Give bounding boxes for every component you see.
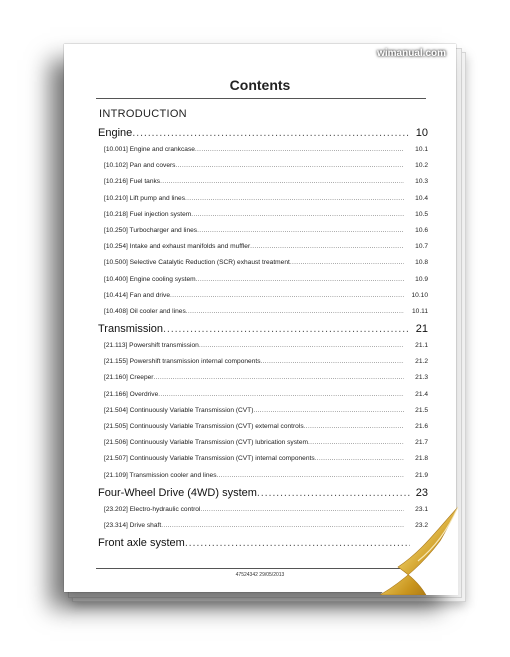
toc-section-label: Engine xyxy=(98,127,133,139)
toc-entry-label: [21.160] Creeper xyxy=(104,374,154,382)
leader-dots xyxy=(290,255,404,271)
toc-entry-label: [10.500] Selective Catalytic Reduction (SCR) exhaust treatment xyxy=(104,259,290,267)
toc-entry[interactable] xyxy=(98,419,428,435)
leader-dots xyxy=(250,239,404,255)
toc-entry[interactable] xyxy=(98,338,428,354)
toc-entry[interactable] xyxy=(98,142,428,158)
toc-entry-label: [10.001] Engine and crankcase xyxy=(104,146,195,153)
leader-dots xyxy=(185,191,404,207)
toc-section-engine[interactable] xyxy=(98,124,428,142)
toc-entry[interactable] xyxy=(98,207,428,223)
leader-dots xyxy=(158,387,404,403)
leader-dots xyxy=(154,370,405,386)
toc-entry-page: 23.1 xyxy=(415,505,428,513)
toc-entry-page: 10.4 xyxy=(415,194,428,202)
toc-entry-label: [23.202] Electro-hydraulic control xyxy=(104,505,201,513)
toc-entry-label: [21.155] Powershift transmission internal components xyxy=(104,358,261,366)
toc-entry-label: [10.210] Lift pump and lines xyxy=(104,194,186,202)
toc-entry-page: 21.2 xyxy=(415,358,428,366)
toc-section-page: 10 xyxy=(415,127,428,139)
intro-heading: INTRODUCTION xyxy=(99,108,187,120)
toc-section-transmission[interactable] xyxy=(98,320,428,338)
leader-dots xyxy=(308,435,404,451)
toc-entry-page: 21.9 xyxy=(415,471,428,479)
leader-dots xyxy=(261,354,405,370)
toc-entry[interactable] xyxy=(98,223,428,239)
toc-entry-page: 21.5 xyxy=(415,406,428,414)
leader-dots xyxy=(191,207,404,223)
toc-entry-page: 10.8 xyxy=(415,259,428,267)
leader-dots xyxy=(132,124,410,142)
toc-entry-page: 10.10 xyxy=(411,291,428,299)
toc-entry[interactable] xyxy=(98,158,428,174)
leader-dots xyxy=(160,174,404,190)
page-footer: 47524342 29/05/2013 xyxy=(235,572,285,578)
toc-entry-label: [21.506] Continuously Variable Transmission (CVT) lubrication system xyxy=(104,439,309,447)
toc-entry[interactable] xyxy=(98,387,428,403)
toc-entry[interactable] xyxy=(98,191,428,207)
toc-entry[interactable] xyxy=(98,239,428,255)
toc-entry-page: 10.2 xyxy=(415,162,428,170)
toc-entry[interactable] xyxy=(98,174,428,190)
toc-entry-label: [10.414] Fan and drive xyxy=(104,291,170,299)
watermark: wimanual.com xyxy=(377,48,446,59)
toc-entry[interactable] xyxy=(98,272,428,288)
toc-entry-label: [10.250] Turbocharger and lines xyxy=(104,226,198,234)
title-divider xyxy=(96,98,426,99)
toc-entry[interactable] xyxy=(98,255,428,271)
toc-entry-label: [21.504] Continuously Variable Transmission (CVT) xyxy=(104,406,254,414)
toc-entry-page: 10.9 xyxy=(415,275,428,283)
toc-section-page: 23 xyxy=(415,486,428,499)
page-title: Contents xyxy=(229,77,291,93)
toc-entry[interactable] xyxy=(98,468,428,484)
toc-entry-label: [21.505] Continuously Variable Transmission (CVT) external controls xyxy=(104,423,304,430)
leader-dots xyxy=(196,272,404,288)
toc-entry-label: [10.216] Fuel tanks xyxy=(104,178,161,186)
toc-entry-page: 10.6 xyxy=(415,226,428,234)
toc-entry-label: [10.400] Engine cooling system xyxy=(104,275,196,283)
toc-entry-page: 10.1 xyxy=(415,146,428,153)
toc-entry-page: 10.11 xyxy=(411,307,428,315)
leader-dots xyxy=(170,288,404,304)
toc-entry-page: 21.7 xyxy=(415,439,428,447)
toc-entry-page: 21.8 xyxy=(415,455,428,463)
toc-entry[interactable] xyxy=(98,354,428,370)
leader-dots xyxy=(175,158,404,174)
toc-entry[interactable] xyxy=(98,370,428,386)
toc-section-page: 21 xyxy=(415,323,428,336)
toc-section-label: Front axle system xyxy=(98,537,185,550)
toc-entry[interactable] xyxy=(98,288,428,304)
leader-dots xyxy=(217,468,404,484)
toc-entry-page: 23.2 xyxy=(415,521,428,529)
toc-entry-label: [10.102] Pan and covers xyxy=(104,162,176,170)
leader-dots xyxy=(186,304,404,320)
leader-dots xyxy=(195,142,404,158)
leader-dots xyxy=(304,419,404,435)
toc-entry-label: [21.113] Powershift transmission xyxy=(104,342,199,350)
toc-entry-label: [21.109] Transmission cooler and lines xyxy=(104,471,217,479)
toc-entry-label: [10.218] Fuel injection system xyxy=(104,210,192,218)
toc-entry-label: [23.314] Drive shaft xyxy=(104,521,162,529)
toc-entry-page: 21.4 xyxy=(415,390,428,398)
toc-entry[interactable] xyxy=(98,451,428,467)
leader-dots xyxy=(199,338,404,354)
toc-section-label: Four-Wheel Drive (4WD) system xyxy=(98,486,257,499)
toc-entry-page: 10.3 xyxy=(415,178,428,186)
toc-entry[interactable] xyxy=(98,435,428,451)
toc-entry-page: 10.5 xyxy=(415,210,428,218)
leader-dots xyxy=(253,403,404,419)
toc-entry[interactable] xyxy=(98,304,428,320)
toc-entry-page: 21.6 xyxy=(415,423,428,430)
leader-dots xyxy=(315,451,404,467)
toc-entry-page: 21.3 xyxy=(415,374,428,382)
toc-section-label: Transmission xyxy=(98,323,163,336)
toc-entry-page: 10.7 xyxy=(415,243,428,251)
leader-dots xyxy=(197,223,404,239)
toc-entry-label: [21.507] Continuously Variable Transmission (CVT) internal components xyxy=(104,455,315,463)
table-of-contents xyxy=(98,124,428,552)
toc-entry[interactable] xyxy=(98,403,428,419)
toc-entry-page: 21.1 xyxy=(415,342,428,350)
toc-entry-label: [10.254] Intake and exhaust manifolds and muffler xyxy=(104,243,251,251)
toc-entry-label: [21.166] Overdrive xyxy=(104,390,159,398)
page-curl-icon xyxy=(318,495,458,595)
leader-dots xyxy=(163,320,410,338)
toc-entry-label: [10.408] Oil cooler and lines xyxy=(104,307,186,315)
